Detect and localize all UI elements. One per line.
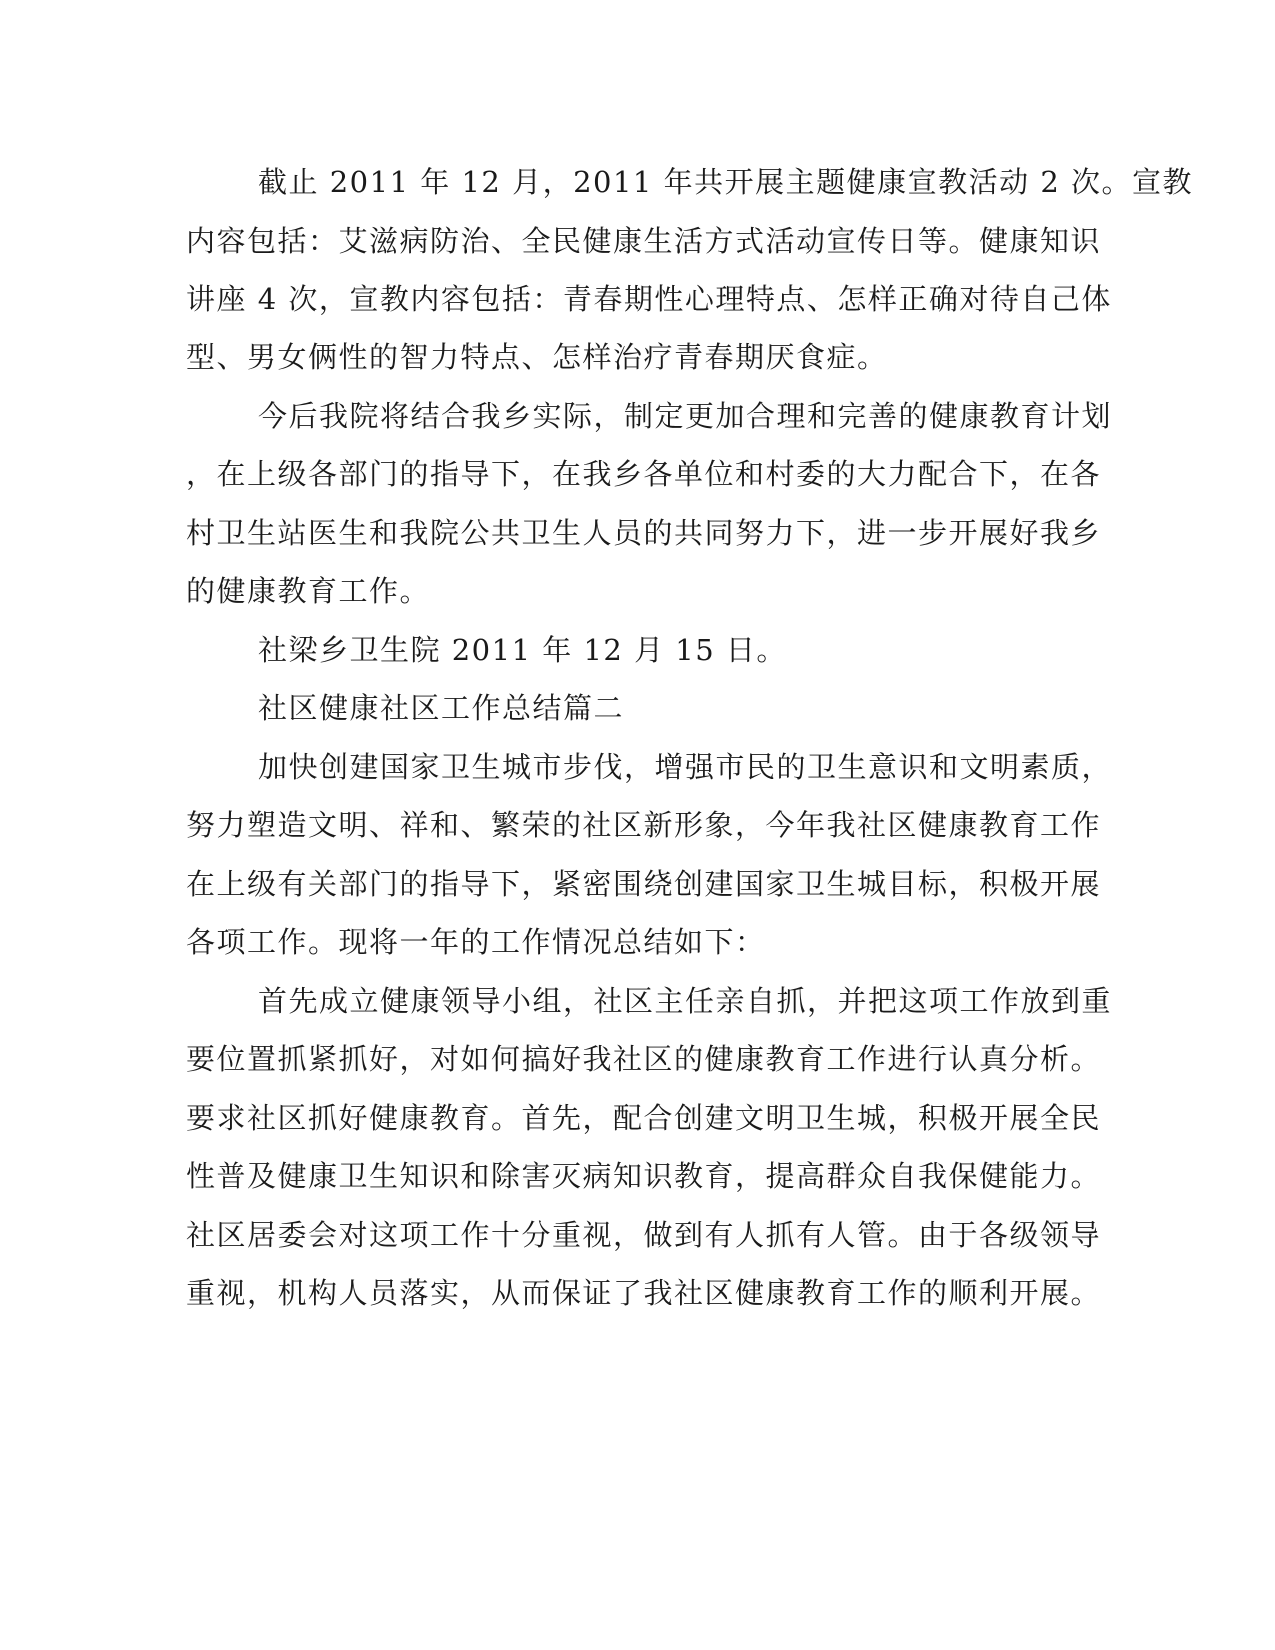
- text-line: 各项工作。现将一年的工作情况总结如下：: [186, 925, 766, 959]
- text-line: 加快创建国家卫生城市步伐，增强市民的卫生意识和文明素质，: [258, 750, 1113, 784]
- text-line: 要位置抓紧抓好，对如何搞好我社区的健康教育工作进行认真分析。: [186, 1042, 1102, 1076]
- text-line: 重视，机构人员落实，从而保证了我社区健康教育工作的顺利开展。: [186, 1276, 1102, 1310]
- text-line: 社区居委会对这项工作十分重视，做到有人抓有人管。由于各级领导: [186, 1218, 1102, 1252]
- text-line: 努力塑造文明、祥和、繁荣的社区新形象，今年我社区健康教育工作: [186, 808, 1102, 842]
- signature-line: 社梁乡卫生院 2011 年 12 月 15 日。: [258, 633, 787, 667]
- text-line: 的健康教育工作。: [186, 574, 431, 608]
- text-line: 要求社区抓好健康教育。首先，配合创建文明卫生城，积极开展全民: [186, 1101, 1102, 1135]
- text-line: 讲座 4 次，宣教内容包括：青春期性心理特点、怎样正确对待自己体: [186, 282, 1112, 316]
- text-line: 性普及健康卫生知识和除害灭病知识教育，提高群众自我保健能力。: [186, 1159, 1102, 1193]
- text-line: 截止 2011 年 12 月，2011 年共开展主题健康宣教活动 2 次。宣教: [258, 165, 1193, 199]
- text-line: ，在上级各部门的指导下，在我乡各单位和村委的大力配合下，在各: [186, 457, 1102, 491]
- section-heading: 社区健康社区工作总结篇二: [258, 691, 625, 725]
- text-line: 在上级有关部门的指导下，紧密围绕创建国家卫生城目标，积极开展: [186, 867, 1102, 901]
- text-line: 今后我院将结合我乡实际，制定更加合理和完善的健康教育计划: [258, 399, 1113, 433]
- text-line: 内容包括：艾滋病防治、全民健康生活方式活动宣传日等。健康知识: [186, 224, 1102, 258]
- text-line: 首先成立健康领导小组，社区主任亲自抓，并把这项工作放到重: [258, 984, 1113, 1018]
- text-line: 型、男女俩性的智力特点、怎样治疗青春期厌食症。: [186, 340, 888, 374]
- text-line: 村卫生站医生和我院公共卫生人员的共同努力下，进一步开展好我乡: [186, 516, 1102, 550]
